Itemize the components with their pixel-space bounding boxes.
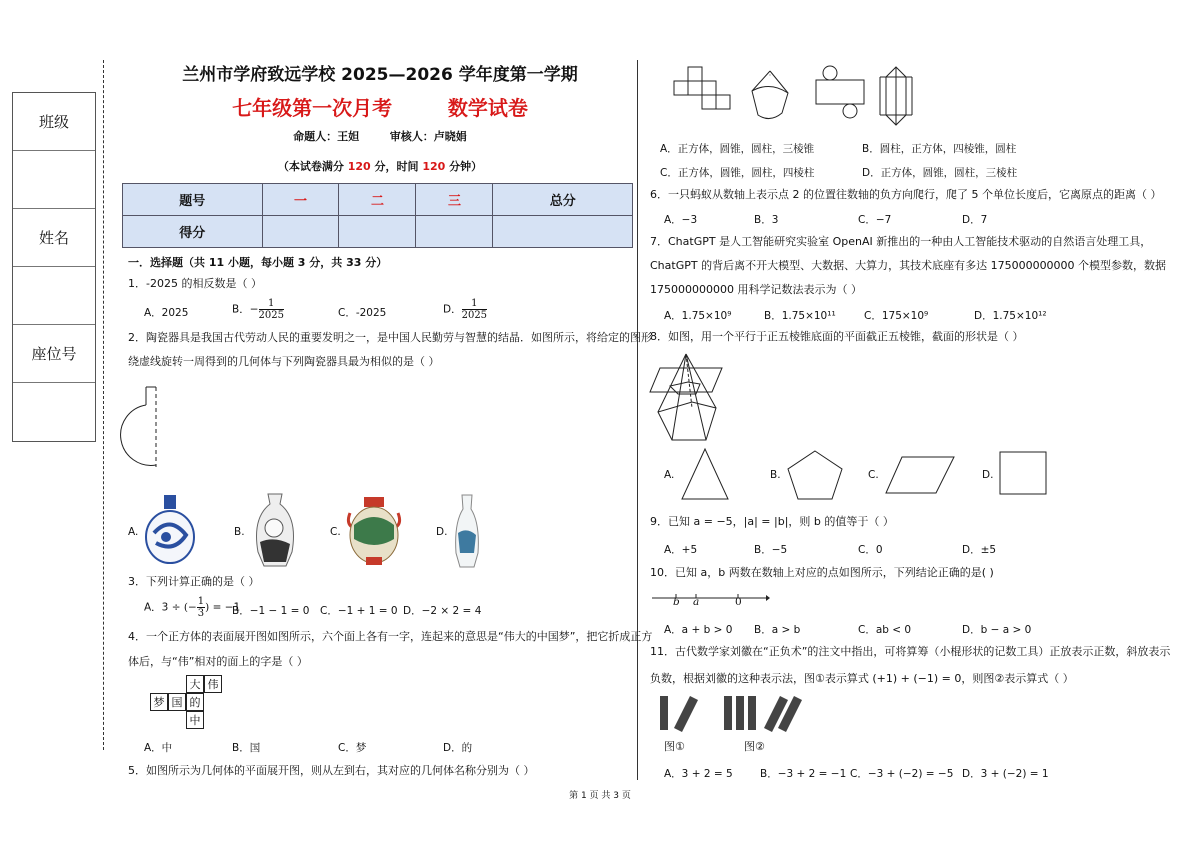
net-face: 梦: [150, 693, 168, 711]
q7-stem-line1: 7．ChatGPT 是人工智能研究实验室 OpenAI 新推出的一种由人工智能技术驱动的自然语言处理工具，: [650, 235, 1152, 248]
figure-2-label: 图②: [744, 740, 765, 753]
q5-option-a[interactable]: A．正方体，圆锥，圆柱，三棱锥: [660, 143, 815, 155]
q8-option-d[interactable]: D.: [982, 469, 994, 481]
score-cell[interactable]: [416, 216, 493, 248]
school-title: 兰州市学府致远学校 2025—2026 学年度第一学期: [182, 65, 578, 85]
page-footer: 第 1 页 共 3 页: [569, 791, 631, 801]
q4-option-b[interactable]: B．国: [232, 742, 261, 754]
student-info-box: [12, 92, 96, 442]
q11-stem-line1: 11．古代数学家刘徽在“正负术”的注文中指出，可将算筹（小棍形状的记数工具）正放表示正数，斜放表示: [650, 645, 1171, 658]
parallelogram-shape[interactable]: [884, 455, 956, 495]
q7-option-a[interactable]: A．1.75×10⁹: [664, 310, 732, 322]
q10-option-c[interactable]: C．ab < 0: [858, 624, 912, 636]
number-line-zero: 0: [735, 596, 742, 608]
q10-stem: 10．已知 a，b 两数在数轴上对应的点如图所示，下列结论正确的是( ): [650, 566, 994, 579]
q3-stem: 3．下列计算正确的是（ ）: [128, 575, 260, 588]
q2-stem-line1: 2．陶瓷器具是我国古代劳动人民的重要发明之一，是中国人民勤劳与智慧的结晶．如图所示，将给定的图形: [128, 331, 652, 344]
vase-d-image[interactable]: [452, 493, 482, 569]
q8-option-a[interactable]: A.: [664, 469, 675, 481]
triangle-shape[interactable]: [680, 447, 730, 501]
net-face: 国: [168, 693, 186, 711]
q3-option-b[interactable]: B．−1 − 1 = 0: [232, 605, 310, 617]
score-table: [122, 183, 633, 248]
net-face: 伟: [204, 675, 222, 693]
pyramid-section-figure: [648, 352, 730, 444]
score-header-cell: 题号: [123, 184, 263, 216]
q9-option-d[interactable]: D．±5: [962, 544, 997, 556]
q11-option-b[interactable]: B．−3 + 2 = −1: [760, 768, 847, 780]
q4-stem-line2: 体后，与“伟”相对的面上的字是（ ）: [128, 655, 308, 668]
net-face: 的: [186, 693, 204, 711]
name-field[interactable]: [13, 267, 95, 325]
vase-b-image[interactable]: [250, 492, 300, 568]
q2-option-b[interactable]: B.: [234, 526, 245, 538]
nets-figure: [670, 65, 920, 127]
q11-option-a[interactable]: A．3 + 2 = 5: [664, 768, 733, 780]
q3-option-d[interactable]: D．−2 × 2 = 4: [403, 605, 482, 617]
q5-stem: 5．如图所示为几何体的平面展开图，则从左到右，其对应的几何体名称分别为（ ）: [128, 764, 535, 777]
q10-option-a[interactable]: A．a + b > 0: [664, 624, 733, 636]
q7-option-c[interactable]: C．175×10⁹: [864, 310, 929, 322]
q1-option-a[interactable]: A．2025: [144, 307, 189, 319]
number-line-a: a: [693, 596, 700, 608]
q4-option-a[interactable]: A．中: [144, 742, 173, 754]
square-shape[interactable]: [998, 450, 1048, 496]
q7-stem-line3: 175000000000 用科学记数法表示为（ ）: [650, 283, 862, 296]
q9-stem: 9．已知 a = −5，|a| = |b|，则 b 的值等于（ ）: [650, 515, 894, 528]
seat-label: 座位号: [13, 325, 95, 383]
q2-option-a[interactable]: A.: [128, 526, 139, 538]
q6-option-b[interactable]: B．3: [754, 214, 779, 226]
q2-stem-line2: 绕虚线旋转一周得到的几何体与下列陶瓷器具最为相似的是（ ）: [128, 355, 440, 368]
class-label: 班级: [13, 93, 95, 151]
q6-option-a[interactable]: A．−3: [664, 214, 698, 226]
q11-option-d[interactable]: D．3 + (−2) = 1: [962, 768, 1049, 780]
q10-option-d[interactable]: D．b − a > 0: [962, 624, 1032, 636]
number-line: [650, 590, 770, 612]
counting-rods-figure: [658, 694, 808, 734]
pentagon-shape[interactable]: [786, 449, 844, 501]
q3-option-a[interactable]: A．3 ÷ (− $\frac{1}{3}$ ) = −1: [144, 596, 241, 619]
q4-stem-line1: 4．一个正方体的表面展开图如图所示，六个面上各有一字，连起来的意思是“伟大的中国梦”，把它折成正方: [128, 630, 653, 643]
q5-option-b[interactable]: B．圆柱，正方体，四棱锥，圆柱: [862, 143, 1017, 155]
q9-option-c[interactable]: C．0: [858, 544, 883, 556]
rotation-figure: [120, 385, 170, 470]
binding-line: [103, 60, 104, 750]
vase-a-image[interactable]: [144, 493, 196, 565]
q2-option-d[interactable]: D.: [436, 526, 448, 538]
class-field[interactable]: [13, 151, 95, 209]
q10-option-b[interactable]: B．a > b: [754, 624, 801, 636]
score-row-label: 得分: [123, 216, 263, 248]
figure-1-label: 图①: [664, 740, 685, 753]
seat-field[interactable]: [13, 383, 95, 440]
score-cell[interactable]: [262, 216, 339, 248]
q8-option-b[interactable]: B.: [770, 469, 781, 481]
q6-option-d[interactable]: D．7: [962, 214, 988, 226]
q9-option-b[interactable]: B．−5: [754, 544, 788, 556]
q7-stem-line2: ChatGPT 的背后离不开大模型、大数据、大算力，其技术底座有多达 175000000000 个模型参数，数据: [650, 259, 1167, 272]
q1-option-b[interactable]: B．− $\frac{1}{2025}$: [232, 298, 284, 321]
q6-stem: 6．一只蚂蚁从数轴上表示点 2 的位置往数轴的负方向爬行，爬了 5 个单位长度后，它离原点的距离（ ）: [650, 188, 1162, 201]
net-face: 中: [186, 711, 204, 729]
q6-option-c[interactable]: C．−7: [858, 214, 892, 226]
q9-option-a[interactable]: A．+5: [664, 544, 698, 556]
exam-title: 七年级第一次月考 数学试卷: [232, 96, 528, 120]
net-face: 大: [186, 675, 204, 693]
q1-stem: 1．-2025 的相反数是（ ）: [128, 277, 262, 290]
q1-option-d[interactable]: D． $\frac{1}{2025}$: [443, 298, 488, 321]
q8-stem: 8．如图，用一个平行于正五棱锥底面的平面截正五棱锥，截面的形状是（ ）: [650, 330, 1024, 343]
authors-line: 命题人：王妲 审核人：卢晓娟: [293, 130, 467, 143]
score-header-cell: 二: [339, 184, 416, 216]
name-label: 姓名: [13, 209, 95, 267]
exam-note: （本试卷满分 120 分，时间 120 分钟）: [277, 160, 483, 173]
q8-option-c[interactable]: C.: [868, 469, 879, 481]
q4-option-d[interactable]: D．的: [443, 742, 473, 754]
score-cell[interactable]: [339, 216, 416, 248]
q2-option-c[interactable]: C.: [330, 526, 341, 538]
q7-option-b[interactable]: B．1.75×10¹¹: [764, 310, 836, 322]
score-header-cell: 一: [262, 184, 339, 216]
q5-option-c[interactable]: C．正方体，圆锥，圆柱，四棱柱: [660, 167, 815, 179]
number-line-b: b: [673, 596, 680, 608]
section-heading: 一．选择题（共 11 小题，每小题 3 分，共 33 分）: [128, 256, 388, 269]
q5-option-d[interactable]: D．正方体，圆锥，圆柱，三棱柱: [862, 167, 1018, 179]
q11-stem-line2: 负数，根据刘徽的这种表示法，图①表示算式 (+1) + (−1) = 0，则图②表示算式（ ）: [650, 672, 1074, 685]
score-header-cell: 三: [416, 184, 493, 216]
vase-c-image[interactable]: [344, 495, 404, 567]
q1-option-c[interactable]: C．-2025: [338, 307, 387, 319]
score-cell[interactable]: [493, 216, 633, 248]
q7-option-d[interactable]: D．1.75×10¹²: [974, 310, 1047, 322]
q4-option-c[interactable]: C．梦: [338, 742, 367, 754]
q3-option-c[interactable]: C．−1 + 1 = 0: [320, 605, 398, 617]
q11-option-c[interactable]: C．−3 + (−2) = −5: [850, 768, 954, 780]
score-header-cell: 总分: [493, 184, 633, 216]
